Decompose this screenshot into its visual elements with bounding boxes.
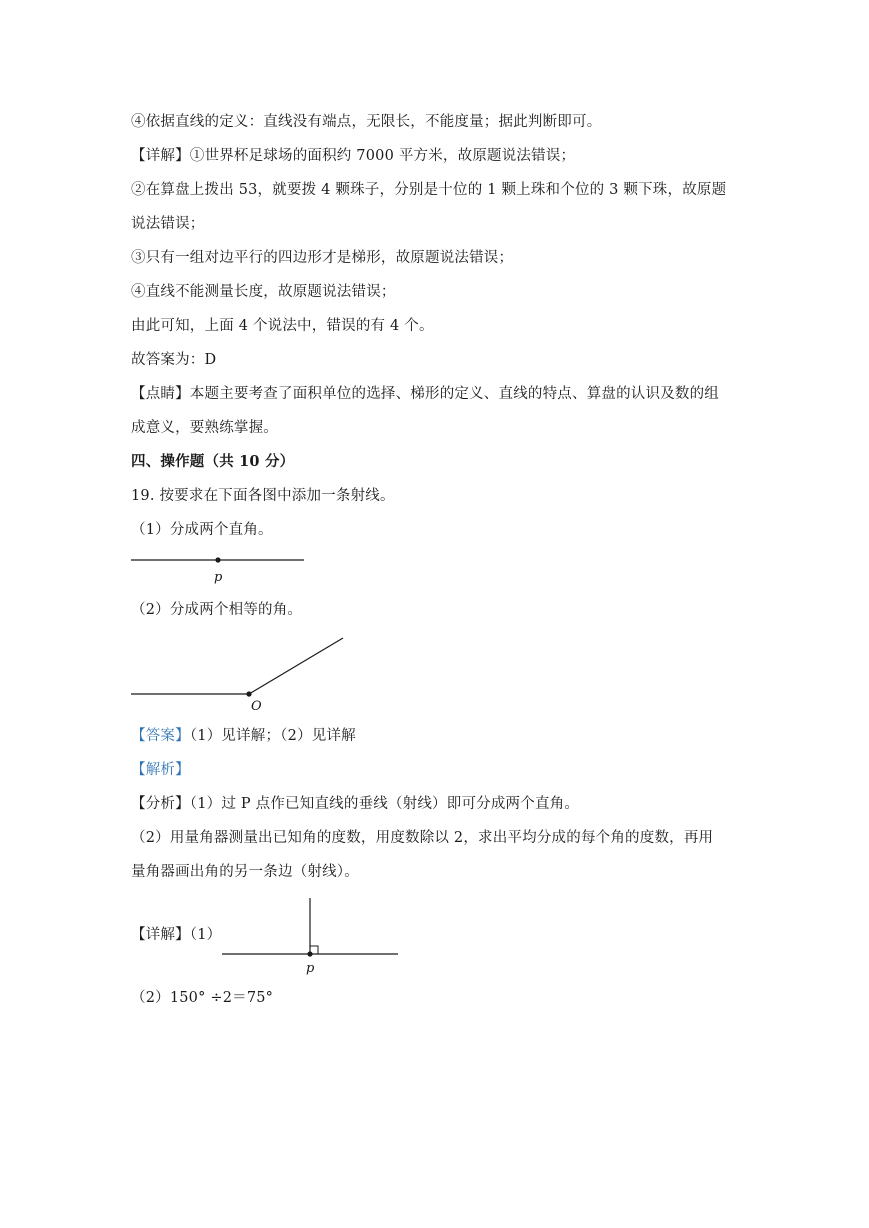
analysis-tag: 【解析】 bbox=[131, 762, 190, 778]
figure-1-line-with-point bbox=[131, 552, 306, 588]
figure-3-perpendicular bbox=[222, 896, 400, 978]
text-line-2: 【详解】①世界杯足球场的面积约 7000 平方米，故原题说法错误； bbox=[131, 148, 576, 164]
text-line-3: ②在算盘上拨出 53，就要拨 4 颗珠子，分别是十位的 1 颗上珠和个位的 3 颗下珠，故原题 bbox=[131, 182, 727, 198]
detail-label: 【详解】（1） bbox=[131, 927, 222, 943]
answer-text: （1）见详解；（2）见详解 bbox=[189, 728, 356, 744]
text-line-4: 说法错误； bbox=[131, 216, 205, 232]
figure-2-label-o: O bbox=[251, 699, 262, 714]
figure-3-label-p: p bbox=[306, 961, 315, 976]
text-line-6: ④直线不能测量长度，故原题说法错误； bbox=[131, 284, 396, 300]
question-19-part-1: （1）分成两个直角。 bbox=[131, 522, 273, 538]
text-line-10: 成意义，要熟练掌握。 bbox=[131, 420, 278, 436]
question-19: 19. 按要求在下面各图中添加一条射线。 bbox=[131, 488, 395, 504]
analysis-line-1: 【分析】（1）过 P 点作已知直线的垂线（射线）即可分成两个直角。 bbox=[131, 796, 580, 812]
text-line-8: 故答案为：D bbox=[131, 352, 217, 368]
text-line-5: ③只有一组对边平行的四边形才是梯形，故原题说法错误； bbox=[131, 250, 514, 266]
question-19-part-2: （2）分成两个相等的角。 bbox=[131, 602, 303, 618]
analysis-line-3: 量角器画出角的另一条边（射线）。 bbox=[131, 864, 359, 880]
answer-line bbox=[131, 726, 356, 746]
answer-tag: 【答案】 bbox=[131, 728, 190, 744]
section-heading: 四、操作题（共 10 分） bbox=[131, 453, 295, 470]
figure-2-angle bbox=[131, 636, 346, 714]
text-line-7: 由此可知，上面 4 个说法中，错误的有 4 个。 bbox=[131, 318, 434, 334]
analysis-line-2: （2）用量角器测量出已知角的度数，用度数除以 2，求出平均分成的每个角的度数，再用 bbox=[131, 830, 714, 846]
figure-1-label-p: p bbox=[214, 570, 223, 585]
final-calculation: （2）150° ÷2＝75° bbox=[131, 990, 274, 1006]
text-line-1: ④依据直线的定义：直线没有端点，无限长，不能度量；据此判断即可。 bbox=[131, 114, 602, 130]
text-line-9: 【点睛】本题主要考查了面积单位的选择、梯形的定义、直线的特点、算盘的认识及数的组 bbox=[131, 386, 719, 402]
